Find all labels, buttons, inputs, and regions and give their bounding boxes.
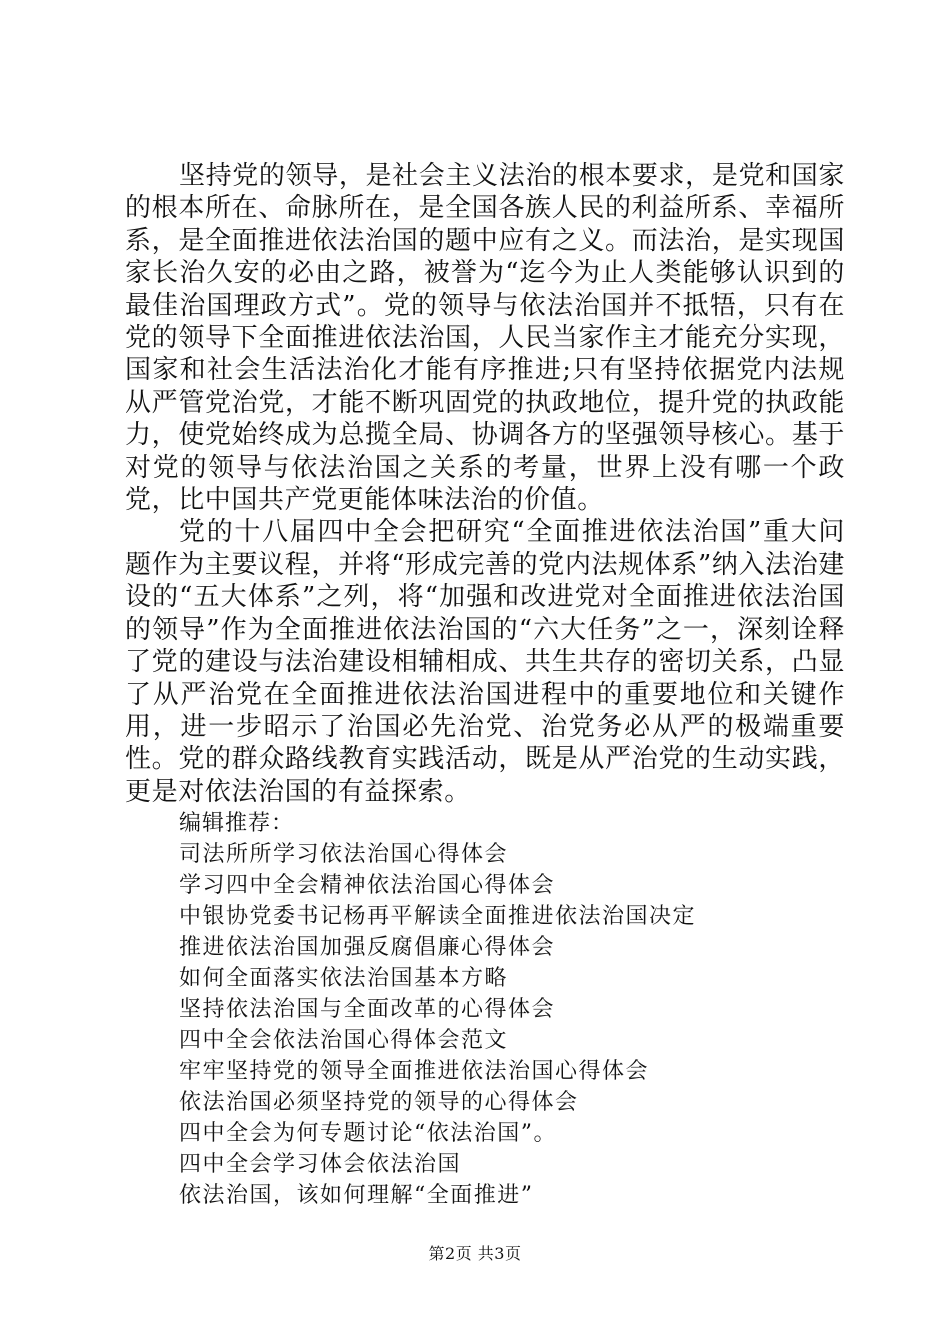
- editor-recommendations-heading: 编辑推荐：: [179, 811, 295, 837]
- recommendation-link[interactable]: 四中全会学习体会依法治国: [179, 1152, 462, 1178]
- recommendation-link[interactable]: 牢牢坚持党的领导全面推进依法治国心得体会: [179, 1059, 650, 1085]
- document-body: [125, 160, 845, 1211]
- recommendation-list: [125, 839, 845, 1211]
- recommendation-link[interactable]: 学习四中全会精神依法治国心得体会: [179, 873, 556, 899]
- recommendation-link[interactable]: 推进依法治国加强反腐倡廉心得体会: [179, 935, 556, 961]
- recommendation-link[interactable]: 四中全会为何专题讨论“依法治国”。: [179, 1121, 557, 1147]
- recommendation-link[interactable]: 依法治国必须坚持党的领导的心得体会: [179, 1090, 579, 1116]
- recommendation-link[interactable]: 坚持依法治国与全面改革的心得体会: [179, 997, 556, 1023]
- recommendation-link[interactable]: 依法治国，该如何理解“全面推进”: [179, 1183, 534, 1209]
- body-paragraph-2: 党的十八届四中全会把研究“全面推进依法治国”重大问题作为主要议程，并将“形成完善的党内法规体系”纳入法治建设的“五大体系”之列，将“加强和改进党对全面推进依法治国的领导”作为全面推进依法治国的“六大任务”之一，深刻诠释了党的建设与法治建设相辅相成、共生共存的密切关系，凸显了从严治党在全面推进依法治国进程中的重要地位和关键作用，进一步昭示了治国必先治党、治党务必从严的极端重要性。党的群众路线教育实践活动，既是从严治党的生动实践，更是对依法治国的有益探索。: [125, 517, 845, 807]
- recommendation-link[interactable]: 四中全会依法治国心得体会范文: [179, 1028, 509, 1054]
- page-number-footer: 第2页 共3页: [428, 1244, 522, 1263]
- recommendation-link[interactable]: 司法所所学习依法治国心得体会: [179, 842, 509, 868]
- body-paragraph-1: 坚持党的领导，是社会主义法治的根本要求，是党和国家的根本所在、命脉所在，是全国各族人民的利益所系、幸福所系，是全面推进依法治国的题中应有之义。而法治，是实现国家长治久安的必由之路，被誉为“迄今为止人类能够认识到的最佳治国理政方式”。党的领导与依法治国并不抵牾，只有在党的领导下全面推进依法治国，人民当家作主才能充分实现，国家和社会生活法治化才能有序推进;只有坚持依据党内法规从严管党治党，才能不断巩固党的执政地位，提升党的执政能力，使党始终成为总揽全局、协调各方的坚强领导核心。基于对党的领导与依法治国之关系的考量，世界上没有哪一个政党，比中国共产党更能体味法治的价值。: [125, 161, 845, 516]
- recommendation-link[interactable]: 如何全面落实依法治国基本方略: [179, 966, 509, 992]
- recommendation-link[interactable]: 中银协党委书记杨再平解读全面推进依法治国决定: [179, 904, 697, 930]
